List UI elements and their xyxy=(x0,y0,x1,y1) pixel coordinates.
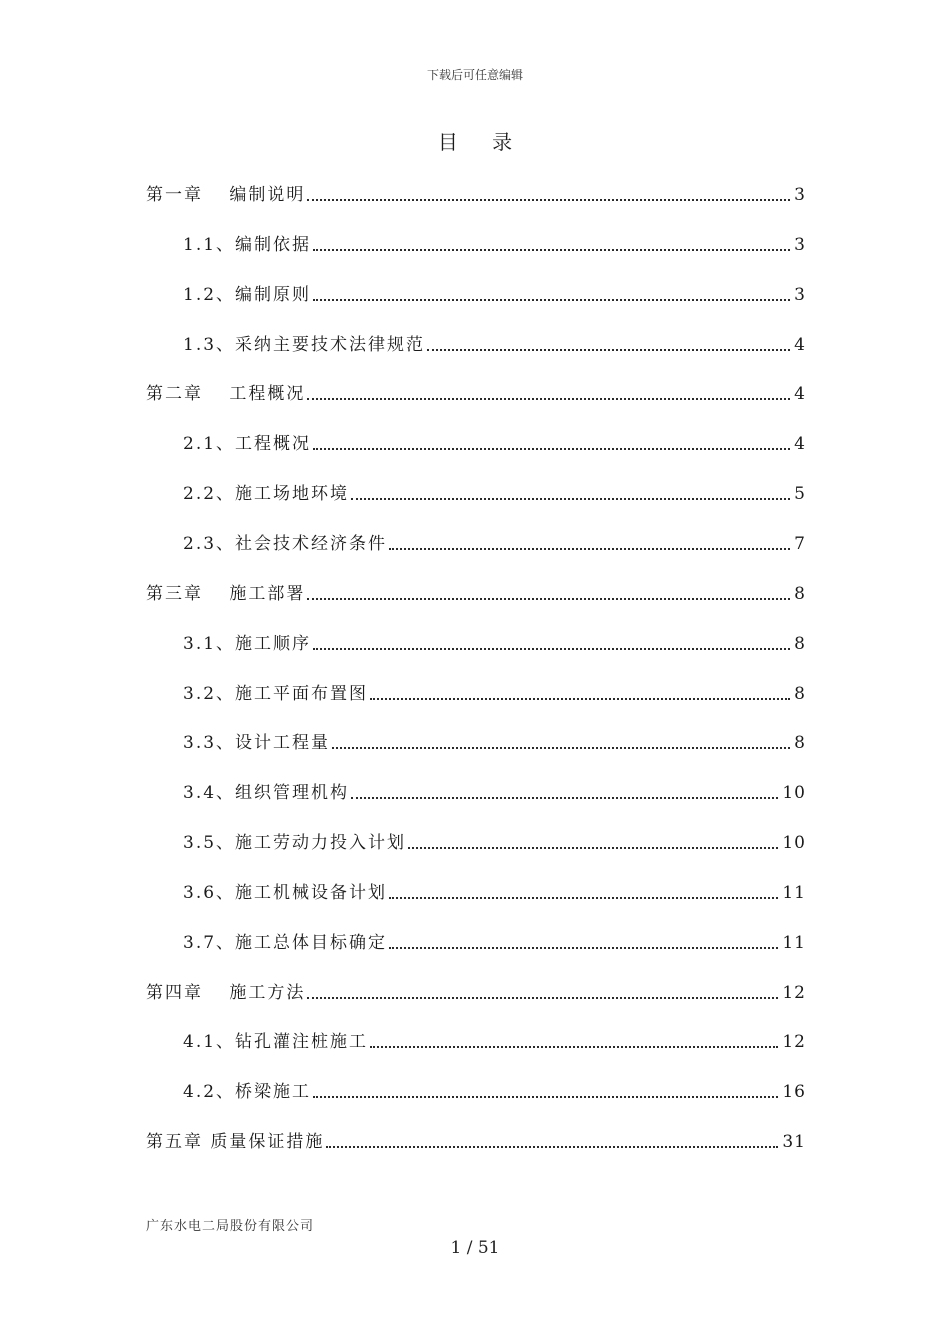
toc-chapter-entry[interactable] xyxy=(146,964,806,1004)
toc-entry-label: 3.4、组织管理机构 xyxy=(183,783,350,804)
toc-entry-label: 4.1、钻孔灌注桩施工 xyxy=(183,1032,369,1053)
toc-entry-label: 3.5、施工劳动力投入计划 xyxy=(183,833,407,854)
toc-entry-label: 3.6、施工机械设备计划 xyxy=(183,882,388,903)
toc-entry-page: 12 xyxy=(782,1032,806,1053)
toc-section-entry[interactable] xyxy=(183,1063,806,1103)
toc-entry-label: 2.2、施工场地环境 xyxy=(183,484,350,505)
toc-dot-leader xyxy=(313,1095,778,1098)
toc-entry-label: 4.2、桥梁施工 xyxy=(183,1082,312,1103)
toc-entry-label: 1.1、编制依据 xyxy=(183,234,312,255)
toc-dot-leader xyxy=(389,896,778,899)
toc-entry-label: 2.1、工程概况 xyxy=(183,434,312,455)
toc-entry-page: 11 xyxy=(782,882,806,903)
toc-dot-leader xyxy=(408,846,778,849)
toc-title: 目 录 xyxy=(437,130,527,154)
toc-entry-page: 4 xyxy=(794,434,806,455)
toc-section-entry[interactable] xyxy=(183,764,806,804)
toc-dot-leader xyxy=(389,946,778,949)
toc-entry-page: 12 xyxy=(782,982,806,1003)
page-number: 1 / 51 xyxy=(450,1238,500,1258)
toc-entry-page: 11 xyxy=(782,932,806,953)
toc-section-entry[interactable] xyxy=(183,1013,806,1053)
toc-dot-leader xyxy=(307,996,778,999)
toc-section-entry[interactable] xyxy=(183,814,806,854)
toc-entry-page: 4 xyxy=(794,384,806,405)
toc-dot-leader xyxy=(326,1145,778,1148)
toc-chapter-entry[interactable] xyxy=(146,1113,806,1153)
toc-dot-leader xyxy=(370,697,790,700)
toc-section-entry[interactable] xyxy=(183,415,806,455)
toc-dot-leader xyxy=(307,597,790,600)
toc-dot-leader xyxy=(307,198,790,201)
toc-dot-leader xyxy=(370,1045,778,1048)
toc-entry-page: 5 xyxy=(794,484,806,505)
toc-entry-page: 4 xyxy=(794,334,806,355)
toc-dot-leader xyxy=(313,298,790,301)
toc-section-entry[interactable] xyxy=(183,864,806,904)
toc-entry-label: 第四章 施工方法 xyxy=(146,982,306,1003)
toc-entry-label: 1.3、采纳主要技术法律规范 xyxy=(183,334,426,355)
toc-entry-label: 3.1、施工顺序 xyxy=(183,633,312,654)
toc-section-entry[interactable] xyxy=(183,665,806,705)
toc-dot-leader xyxy=(351,796,778,799)
toc-entry-label: 3.3、设计工程量 xyxy=(183,733,331,754)
toc-entry-page: 8 xyxy=(794,633,806,654)
toc-section-entry[interactable] xyxy=(183,615,806,655)
toc-dot-leader xyxy=(307,397,790,400)
toc-section-entry[interactable] xyxy=(183,914,806,954)
toc-section-entry[interactable] xyxy=(183,465,806,505)
header-note: 下载后可任意编辑 xyxy=(426,68,523,82)
toc-entry-page: 3 xyxy=(794,234,806,255)
toc-dot-leader xyxy=(427,348,790,351)
toc-entry-label: 第一章 编制说明 xyxy=(146,185,306,205)
toc-dot-leader xyxy=(389,547,790,550)
toc-entry-label: 第五章 质量保证措施 xyxy=(146,1132,325,1153)
toc-entry-page: 10 xyxy=(782,833,806,854)
toc-entry-page: 31 xyxy=(782,1132,806,1153)
footer-company: 广东水电二局股份有限公司 xyxy=(146,1219,315,1234)
toc-entry-label: 第三章 施工部署 xyxy=(146,583,306,604)
toc-entry-label: 第二章 工程概况 xyxy=(146,384,306,405)
toc-entry-page: 8 xyxy=(794,683,806,704)
toc-entry-label: 3.7、施工总体目标确定 xyxy=(183,932,388,953)
toc-section-entry[interactable] xyxy=(183,714,806,754)
toc-entry-page: 3 xyxy=(794,284,806,305)
toc-entry-page: 7 xyxy=(794,533,806,554)
toc-dot-leader xyxy=(351,497,790,500)
toc-entry-label: 3.2、施工平面布置图 xyxy=(183,683,369,704)
toc-chapter-entry[interactable] xyxy=(146,565,806,605)
toc-entry-page: 8 xyxy=(794,733,806,754)
toc-entry-label: 2.3、社会技术经济条件 xyxy=(183,533,388,554)
toc-entry-label: 1.2、编制原则 xyxy=(183,284,312,305)
toc-section-entry[interactable] xyxy=(183,266,806,306)
toc-dot-leader xyxy=(313,647,790,650)
toc-dot-leader xyxy=(332,746,790,749)
toc-entry-page: 16 xyxy=(782,1082,806,1103)
toc-section-entry[interactable] xyxy=(183,316,806,356)
toc-entry-page: 3 xyxy=(794,185,806,205)
toc-dot-leader xyxy=(313,248,790,251)
toc-chapter-entry[interactable] xyxy=(146,166,806,206)
toc-section-entry[interactable] xyxy=(183,515,806,555)
toc-dot-leader xyxy=(313,447,790,450)
toc-section-entry[interactable] xyxy=(183,216,806,256)
toc-chapter-entry[interactable] xyxy=(146,365,806,405)
toc-entry-page: 8 xyxy=(794,583,806,604)
toc-entry-page: 10 xyxy=(782,783,806,804)
